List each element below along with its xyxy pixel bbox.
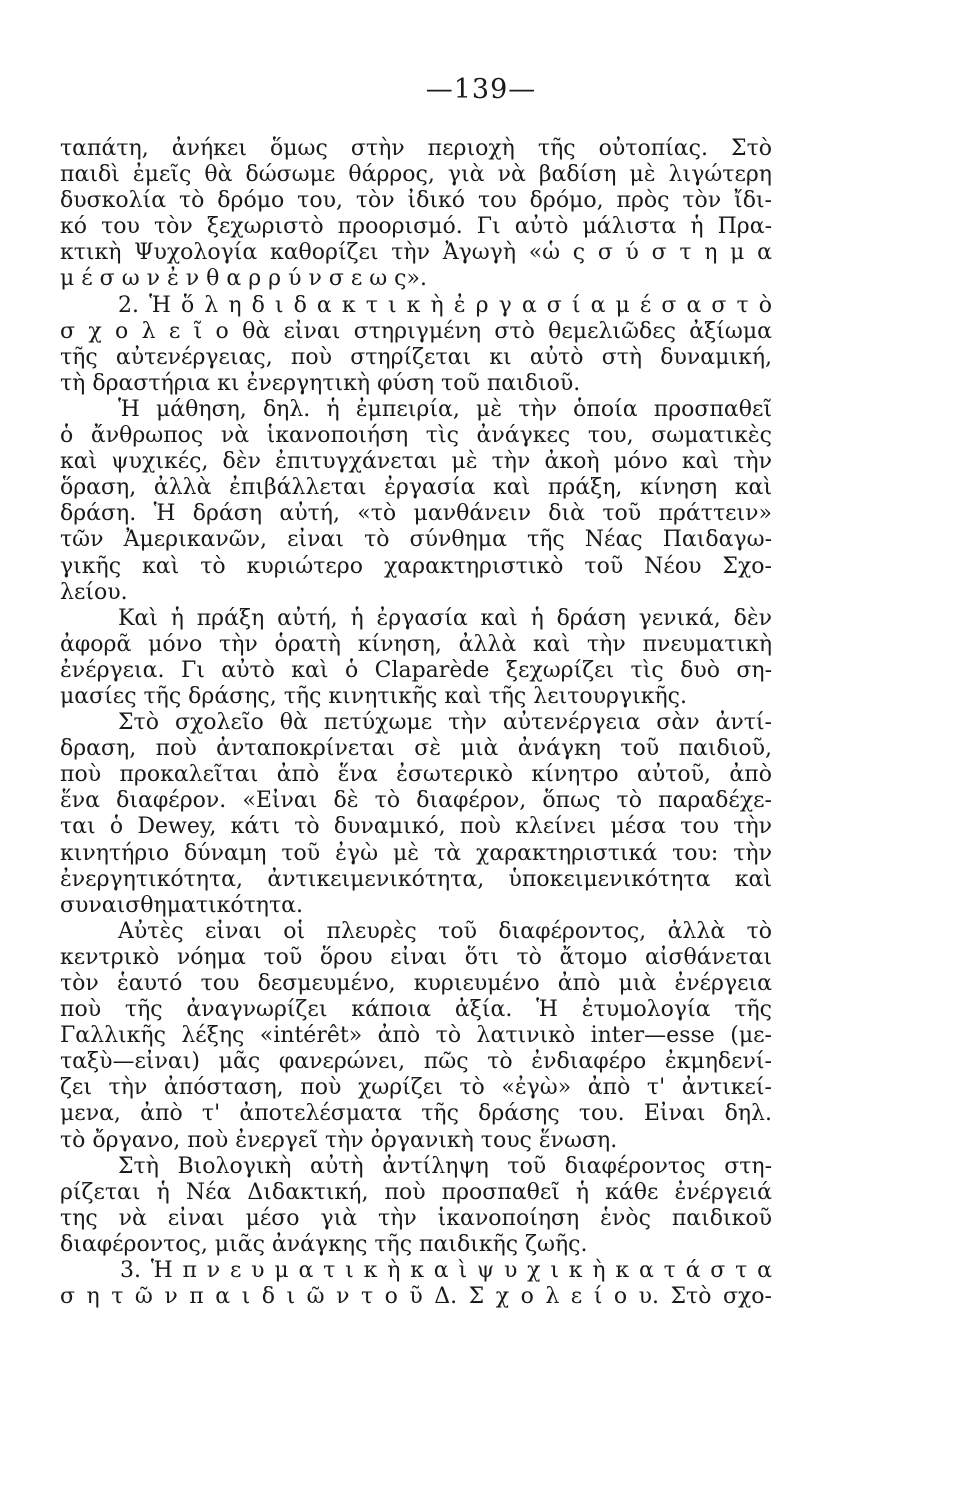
- text-line: ἕνα διαφέρον. «Εἶναι δὲ τὸ διαφέρον, ὅπως τὸ παραδέχε-: [60, 788, 772, 814]
- text-line: ρίζεται ἡ Νέα Διδακτική, ποὺ προσπαθεῖ ἡ κάθε ἐνέργειά: [60, 1179, 772, 1205]
- text-line: ποὺ προκαλεῖται ἀπὸ ἕνα ἐσωτερικὸ κίνητρο αὐτοῦ, ἀπὸ: [60, 762, 772, 788]
- text-line: καὶ ψυχικές, δὲν ἐπιτυγχάνεται μὲ τὴν ἀκοὴ μόνο καὶ τὴν: [60, 449, 772, 475]
- text-line: τῶν Ἀμερικανῶν, εἶναι τὸ σύνθημα τῆς Νέας Παιδαγω-: [60, 527, 772, 553]
- text-line: Γαλλικῆς λέξης «intérêt» ἀπὸ τὸ λατινικὸ inter—esse (με-: [60, 1023, 772, 1049]
- text-line: ται ὁ Dewey, κάτι τὸ δυναμικό, ποὺ κλείνει μέσα του τὴν: [60, 814, 772, 840]
- text-line: κεντρικὸ νόημα τοῦ ὅρου εἶναι ὅτι τὸ ἄτομο αἰσθάνεται: [60, 944, 772, 970]
- text-line: σ η τ ῶ ν π α ι δ ι ῶ ν τ ο ῦ Δ. Σ χ ο λ ε ί ο υ. Στὸ σχο-: [60, 1284, 772, 1310]
- text-line: Ἡ μάθηση, δηλ. ἡ ἐμπειρία, μὲ τὴν ὁποία προσπαθεῖ: [118, 396, 772, 422]
- text-line: κινητήριο δύναμη τοῦ ἐγὼ μὲ τὰ χαρακτηριστικά του: τὴν: [60, 840, 772, 866]
- text-line: ταπάτη, ἀνήκει ὅμως στὴν περιοχὴ τῆς οὐτοπίας. Στὸ: [60, 136, 772, 161]
- text-line: κτικὴ Ψυχολογία καθορίζει τὴν Ἀγωγὴ «ὡ ς σ ύ σ τ η μ α: [60, 240, 772, 266]
- text-line: δραση, ποὺ ἀνταποκρίνεται σὲ μιὰ ἀνάγκη τοῦ παιδιοῦ,: [60, 736, 772, 762]
- text-line: δυσκολία τὸ δρόμο του, τὸν ἰδικό του δρόμο, πρὸς τὸν ἴδι-: [60, 188, 772, 214]
- text-line: παιδὶ ἐμεῖς θὰ δώσωμε θάρρος, γιὰ νὰ βαδίση μὲ λιγώτερη: [60, 162, 772, 188]
- text-line: κό του τὸν ξεχωριστὸ προορισμό. Γι αὐτὸ μάλιστα ἡ Πρα-: [60, 214, 772, 240]
- text-line: μ έ σ ω ν ἐ ν θ α ρ ρ ύ ν σ ε ω ς».: [60, 266, 427, 292]
- text-line: μενα, ἀπὸ τ' ἀποτελέσματα τῆς δράσης του. Εἶναι δηλ.: [60, 1101, 772, 1127]
- text-line: τὸ ὄργανο, ποὺ ἐνεργεῖ τὴν ὀργανικὴ τους ἕνωση.: [60, 1127, 618, 1153]
- text-line: ποὺ τῆς ἀναγνωρίζει κάποια ἀξία. Ἡ ἐτυμολογία τῆς: [60, 997, 772, 1023]
- text-line: σ χ ο λ ε ῖ ο θὰ εἶναι στηριγμένη στὸ θεμελιῶδες ἀξίωμα: [60, 318, 772, 344]
- page-number: —139—: [425, 74, 537, 105]
- text-line: τῆς αὐτενέργειας, ποὺ στηρίζεται κι αὐτὸ στὴ δυναμική,: [60, 344, 772, 370]
- body-text: [60, 136, 772, 1310]
- text-line: διαφέροντος, μιᾶς ἀνάγκης τῆς παιδικῆς ζωῆς.: [60, 1231, 588, 1257]
- text-line: ζει τὴν ἀπόσταση, ποὺ χωρίζει τὸ «ἐγὼ» ἀπὸ τ' ἀντικεί-: [60, 1075, 772, 1101]
- text-line: ἀφορᾶ μόνο τὴν ὁρατὴ κίνηση, ἀλλὰ καὶ τὴν πνευματικὴ: [60, 631, 772, 657]
- text-line: δράση. Ἡ δράση αὐτή, «τὸ μανθάνειν διὰ τοῦ πράττειν»: [60, 501, 772, 527]
- text-line: της νὰ εἶναι μέσο γιὰ τὴν ἱκανοποίηση ἑνὸς παιδικοῦ: [60, 1205, 772, 1231]
- text-line: 2. Ἡ ὅ λ η δ ι δ α κ τ ι κ ὴ ἐ ρ γ α σ ί α μ έ σ α σ τ ὸ: [118, 292, 772, 318]
- text-line: Στὴ Βιολογικὴ αὐτὴ ἀντίληψη τοῦ διαφέροντος στη-: [118, 1153, 772, 1179]
- text-line: Αὐτὲς εἶναι οἱ πλευρὲς τοῦ διαφέροντος, ἀλλὰ τὸ: [118, 918, 772, 944]
- text-line: ὁ ἄνθρωπος νὰ ἱκανοποιήση τὶς ἀνάγκες του, σωματικὲς: [60, 423, 772, 449]
- text-line: τὸν ἑαυτό του δεσμευμένο, κυριευμένο ἀπὸ μιὰ ἐνέργεια: [60, 971, 772, 996]
- text-line: τὴ δραστήρια κι ἐνεργητικὴ φύση τοῦ παιδιοῦ.: [60, 370, 581, 396]
- text-line: μασίες τῆς δράσης, τῆς κινητικῆς καὶ τῆς λειτουργικῆς.: [60, 683, 687, 709]
- text-line: ἐνεργητικότητα, ἀντικειμενικότητα, ὑποκειμενικότητα καὶ: [60, 866, 772, 892]
- text-line: γικῆς καὶ τὸ κυριώτερο χαρακτηριστικὸ τοῦ Νέου Σχο-: [60, 553, 772, 579]
- text-line: ἐνέργεια. Γι αὐτὸ καὶ ὁ Claparède ξεχωρίζει τὶς δυὸ ση-: [60, 657, 772, 683]
- text-line: Στὸ σχολεῖο θὰ πετύχωμε τὴν αὐτενέργεια σὰν ἀντί-: [118, 710, 772, 736]
- text-line: λείου.: [60, 579, 128, 605]
- text-line: Καὶ ἡ πράξη αὐτή, ἡ ἐργασία καὶ ἡ δράση γενικά, δὲν: [118, 605, 772, 631]
- text-line: ταξὺ—εἶναι) μᾶς φανερώνει, πῶς τὸ ἐνδιαφέρο ἐκμηδενί-: [60, 1049, 772, 1075]
- text-line: ὅραση, ἀλλὰ ἐπιβάλλεται ἐργασία καὶ πράξη, κίνηση καὶ: [60, 475, 772, 501]
- text-line: συναισθηματικότητα.: [60, 892, 304, 918]
- text-line: 3. Ἡ π ν ε υ μ α τ ι κ ὴ κ α ὶ ψ υ χ ι κ ὴ κ α τ ά σ τ α: [120, 1258, 772, 1284]
